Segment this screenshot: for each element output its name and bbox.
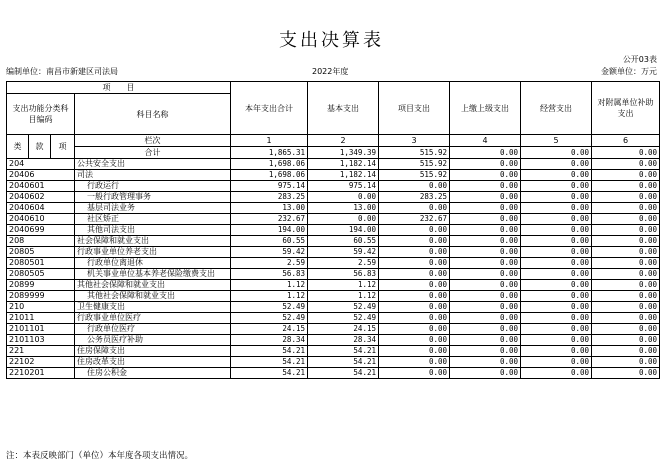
table-row: [7, 335, 660, 346]
row-value: 0.00: [521, 203, 592, 214]
row-value: 54.21: [308, 357, 379, 368]
row-value: 0.00: [450, 225, 521, 236]
row-name: 住房保障支出: [75, 346, 231, 357]
row-value: 0.00: [450, 291, 521, 302]
table-row: [7, 192, 660, 203]
row-value: 0.00: [450, 335, 521, 346]
row-name: 司法: [75, 170, 231, 181]
table-row: [7, 214, 660, 225]
table-row: [7, 368, 660, 379]
row-value: 0.00: [379, 247, 450, 258]
row-code: 2040699: [7, 225, 75, 236]
row-code: 221: [7, 346, 75, 357]
row-value: 0.00: [521, 313, 592, 324]
table-row: [7, 346, 660, 357]
table-row: [7, 324, 660, 335]
row-value: 0.00: [450, 280, 521, 291]
header-subsidiary: 对附属单位补助支出: [592, 82, 660, 135]
row-value: 0.00: [592, 236, 660, 247]
year-label: 2022年度: [312, 67, 349, 76]
row-name: 其他社会保障和就业支出: [75, 291, 231, 302]
row-code: 2210201: [7, 368, 75, 379]
row-value: 0.00: [450, 313, 521, 324]
row-name: 一般行政管理事务: [75, 192, 231, 203]
row-value: 0.00: [592, 203, 660, 214]
unit-label: 编制单位：南昌市新建区司法局: [6, 67, 118, 76]
row-value: 24.15: [308, 324, 379, 335]
row-value: 28.34: [308, 335, 379, 346]
row-value: 24.15: [231, 324, 308, 335]
row-value: 0.00: [450, 203, 521, 214]
row-value: 0.00: [592, 313, 660, 324]
table-row: [7, 170, 660, 181]
table-row: [7, 203, 660, 214]
row-code: 21011: [7, 313, 75, 324]
row-name: 行政事业单位养老支出: [75, 247, 231, 258]
row-value: 0.00: [521, 159, 592, 170]
row-code: 22102: [7, 357, 75, 368]
row-value: 0.00: [592, 192, 660, 203]
table-row: [7, 357, 660, 368]
row-value: 232.67: [231, 214, 308, 225]
row-value: 0.00: [592, 225, 660, 236]
table-row: [7, 159, 660, 170]
row-value: 0.00: [592, 170, 660, 181]
row-value: 0.00: [521, 225, 592, 236]
row-value: 1,698.06: [231, 170, 308, 181]
row-code: 2089999: [7, 291, 75, 302]
col-number: 6: [592, 135, 660, 147]
row-value: 0.00: [450, 269, 521, 280]
row-value: 52.49: [308, 313, 379, 324]
row-value: 0.00: [592, 269, 660, 280]
table-body: [7, 159, 660, 379]
row-value: 0.00: [379, 302, 450, 313]
row-value: 0.00: [521, 291, 592, 302]
row-code: 208: [7, 236, 75, 247]
page-title: 支出决算表: [279, 30, 384, 51]
header-upper: 上缴上级支出: [450, 82, 521, 135]
row-code: 2040601: [7, 181, 75, 192]
table-row: [7, 247, 660, 258]
col-number: 2: [308, 135, 379, 147]
row-code: 20406: [7, 170, 75, 181]
row-name: 其他司法支出: [75, 225, 231, 236]
header-item: 项 目: [7, 82, 231, 94]
row-name: 住房公积金: [75, 368, 231, 379]
header-lei: 类: [7, 135, 29, 159]
row-value: 0.00: [521, 346, 592, 357]
row-value: 0.00: [521, 269, 592, 280]
row-value: 0.00: [379, 324, 450, 335]
row-value: 0.00: [379, 368, 450, 379]
row-value: 0.00: [521, 170, 592, 181]
row-value: 0.00: [592, 258, 660, 269]
row-name: 住房改革支出: [75, 357, 231, 368]
row-value: 0.00: [521, 368, 592, 379]
row-name: 行政运行: [75, 181, 231, 192]
row-name: 社区矫正: [75, 214, 231, 225]
row-value: 0.00: [379, 225, 450, 236]
row-value: 0.00: [521, 357, 592, 368]
row-value: 0.00: [450, 324, 521, 335]
row-value: 1,182.14: [308, 159, 379, 170]
row-value: 52.49: [231, 302, 308, 313]
total-cell: 1,349.39: [308, 147, 379, 159]
row-name: 行政事业单位医疗: [75, 313, 231, 324]
row-value: 0.00: [521, 335, 592, 346]
table-row: [7, 291, 660, 302]
row-value: 54.21: [231, 368, 308, 379]
row-value: 59.42: [308, 247, 379, 258]
row-name: 社会保障和就业支出: [75, 236, 231, 247]
row-value: 0.00: [379, 258, 450, 269]
row-code: 20899: [7, 280, 75, 291]
table-row: [7, 236, 660, 247]
row-value: 0.00: [592, 181, 660, 192]
row-value: 0.00: [308, 214, 379, 225]
row-value: 0.00: [521, 302, 592, 313]
header-basic: 基本支出: [308, 82, 379, 135]
row-value: 0.00: [592, 247, 660, 258]
row-value: 0.00: [521, 214, 592, 225]
row-value: 0.00: [592, 302, 660, 313]
row-value: 0.00: [308, 192, 379, 203]
row-code: 2040604: [7, 203, 75, 214]
row-name: 行政单位医疗: [75, 324, 231, 335]
row-value: 54.21: [231, 346, 308, 357]
table-row: [7, 280, 660, 291]
row-name: 行政单位离退休: [75, 258, 231, 269]
row-value: 1.12: [308, 280, 379, 291]
row-value: 0.00: [521, 192, 592, 203]
row-value: 0.00: [379, 346, 450, 357]
table-row: [7, 313, 660, 324]
currency-label: 金额单位：万元: [601, 67, 657, 76]
row-value: 0.00: [379, 291, 450, 302]
row-value: 60.55: [308, 236, 379, 247]
row-code: 2101101: [7, 324, 75, 335]
row-value: 28.34: [231, 335, 308, 346]
row-code: 2080505: [7, 269, 75, 280]
row-value: 1.12: [231, 291, 308, 302]
table-row: [7, 302, 660, 313]
table-row: [7, 181, 660, 192]
row-value: 0.00: [450, 236, 521, 247]
table-row: [7, 269, 660, 280]
row-value: 0.00: [450, 247, 521, 258]
row-value: 0.00: [521, 258, 592, 269]
row-value: 194.00: [308, 225, 379, 236]
row-value: 0.00: [592, 280, 660, 291]
row-code: 2101103: [7, 335, 75, 346]
total-cell: 1,865.31: [231, 147, 308, 159]
col-number: 1: [231, 135, 308, 147]
row-value: 0.00: [521, 280, 592, 291]
row-code: 2080501: [7, 258, 75, 269]
row-value: 13.00: [308, 203, 379, 214]
row-value: 2.59: [308, 258, 379, 269]
row-value: 0.00: [379, 357, 450, 368]
row-name: 公务员医疗补助: [75, 335, 231, 346]
row-value: 0.00: [450, 170, 521, 181]
row-value: 0.00: [450, 181, 521, 192]
row-value: 0.00: [379, 280, 450, 291]
row-value: 0.00: [450, 346, 521, 357]
row-value: 1.12: [308, 291, 379, 302]
header-xiang: 项: [51, 135, 75, 159]
row-value: 283.25: [379, 192, 450, 203]
row-value: 0.00: [379, 313, 450, 324]
row-value: 54.21: [308, 368, 379, 379]
row-value: 56.83: [308, 269, 379, 280]
header-kuan: 款: [29, 135, 51, 159]
table-row: [7, 258, 660, 269]
header-heji: 合计: [75, 147, 231, 159]
header-business: 经营支出: [521, 82, 592, 135]
row-value: 54.21: [308, 346, 379, 357]
row-value: 0.00: [592, 335, 660, 346]
row-value: 0.00: [450, 368, 521, 379]
col-number: 4: [450, 135, 521, 147]
row-value: 0.00: [379, 269, 450, 280]
row-value: 0.00: [379, 203, 450, 214]
row-value: 0.00: [379, 181, 450, 192]
row-value: 0.00: [379, 236, 450, 247]
row-value: 0.00: [450, 214, 521, 225]
row-code: 2040602: [7, 192, 75, 203]
row-value: 975.14: [308, 181, 379, 192]
row-value: 1.12: [231, 280, 308, 291]
row-value: 0.00: [521, 236, 592, 247]
row-value: 0.00: [592, 346, 660, 357]
row-value: 0.00: [592, 214, 660, 225]
row-value: 56.83: [231, 269, 308, 280]
row-value: 0.00: [521, 324, 592, 335]
row-value: 1,182.14: [308, 170, 379, 181]
header-lanci: 栏次: [75, 135, 231, 147]
row-value: 0.00: [592, 291, 660, 302]
total-cell: 0.00: [521, 147, 592, 159]
row-value: 2.59: [231, 258, 308, 269]
row-value: 975.14: [231, 181, 308, 192]
row-value: 0.00: [450, 192, 521, 203]
row-value: 0.00: [592, 357, 660, 368]
total-cell: 0.00: [450, 147, 521, 159]
header-subject-name: 科目名称: [75, 94, 231, 135]
row-value: 194.00: [231, 225, 308, 236]
row-value: 60.55: [231, 236, 308, 247]
row-value: 0.00: [521, 247, 592, 258]
expenditure-table: [6, 81, 660, 379]
row-value: 283.25: [231, 192, 308, 203]
row-value: 52.49: [231, 313, 308, 324]
row-value: 54.21: [231, 357, 308, 368]
header-func-code: 支出功能分类科目编码: [7, 94, 75, 135]
header-project: 项目支出: [379, 82, 450, 135]
row-code: 20805: [7, 247, 75, 258]
header-total: 本年支出合计: [231, 82, 308, 135]
table-row: [7, 225, 660, 236]
row-value: 0.00: [450, 159, 521, 170]
form-code: 公开03表: [622, 55, 657, 64]
total-cell: 515.92: [379, 147, 450, 159]
row-value: 0.00: [592, 159, 660, 170]
row-value: 0.00: [592, 368, 660, 379]
row-value: 52.49: [308, 302, 379, 313]
row-value: 13.00: [231, 203, 308, 214]
row-value: 59.42: [231, 247, 308, 258]
row-value: 0.00: [521, 181, 592, 192]
row-name: 公共安全支出: [75, 159, 231, 170]
row-code: 204: [7, 159, 75, 170]
row-value: 515.92: [379, 170, 450, 181]
row-value: 0.00: [450, 302, 521, 313]
row-value: 0.00: [592, 324, 660, 335]
row-name: 卫生健康支出: [75, 302, 231, 313]
total-cell: 0.00: [592, 147, 660, 159]
row-name: 其他社会保障和就业支出: [75, 280, 231, 291]
row-code: 210: [7, 302, 75, 313]
row-name: 基层司法业务: [75, 203, 231, 214]
row-value: 1,698.06: [231, 159, 308, 170]
row-code: 2040610: [7, 214, 75, 225]
col-number: 3: [379, 135, 450, 147]
row-value: 0.00: [450, 357, 521, 368]
col-number: 5: [521, 135, 592, 147]
row-value: 0.00: [450, 258, 521, 269]
row-value: 515.92: [379, 159, 450, 170]
row-value: 232.67: [379, 214, 450, 225]
footnote: 注：本表反映部门（单位）本年度各项支出情况。: [6, 451, 194, 461]
row-value: 0.00: [379, 335, 450, 346]
row-name: 机关事业单位基本养老保险缴费支出: [75, 269, 231, 280]
